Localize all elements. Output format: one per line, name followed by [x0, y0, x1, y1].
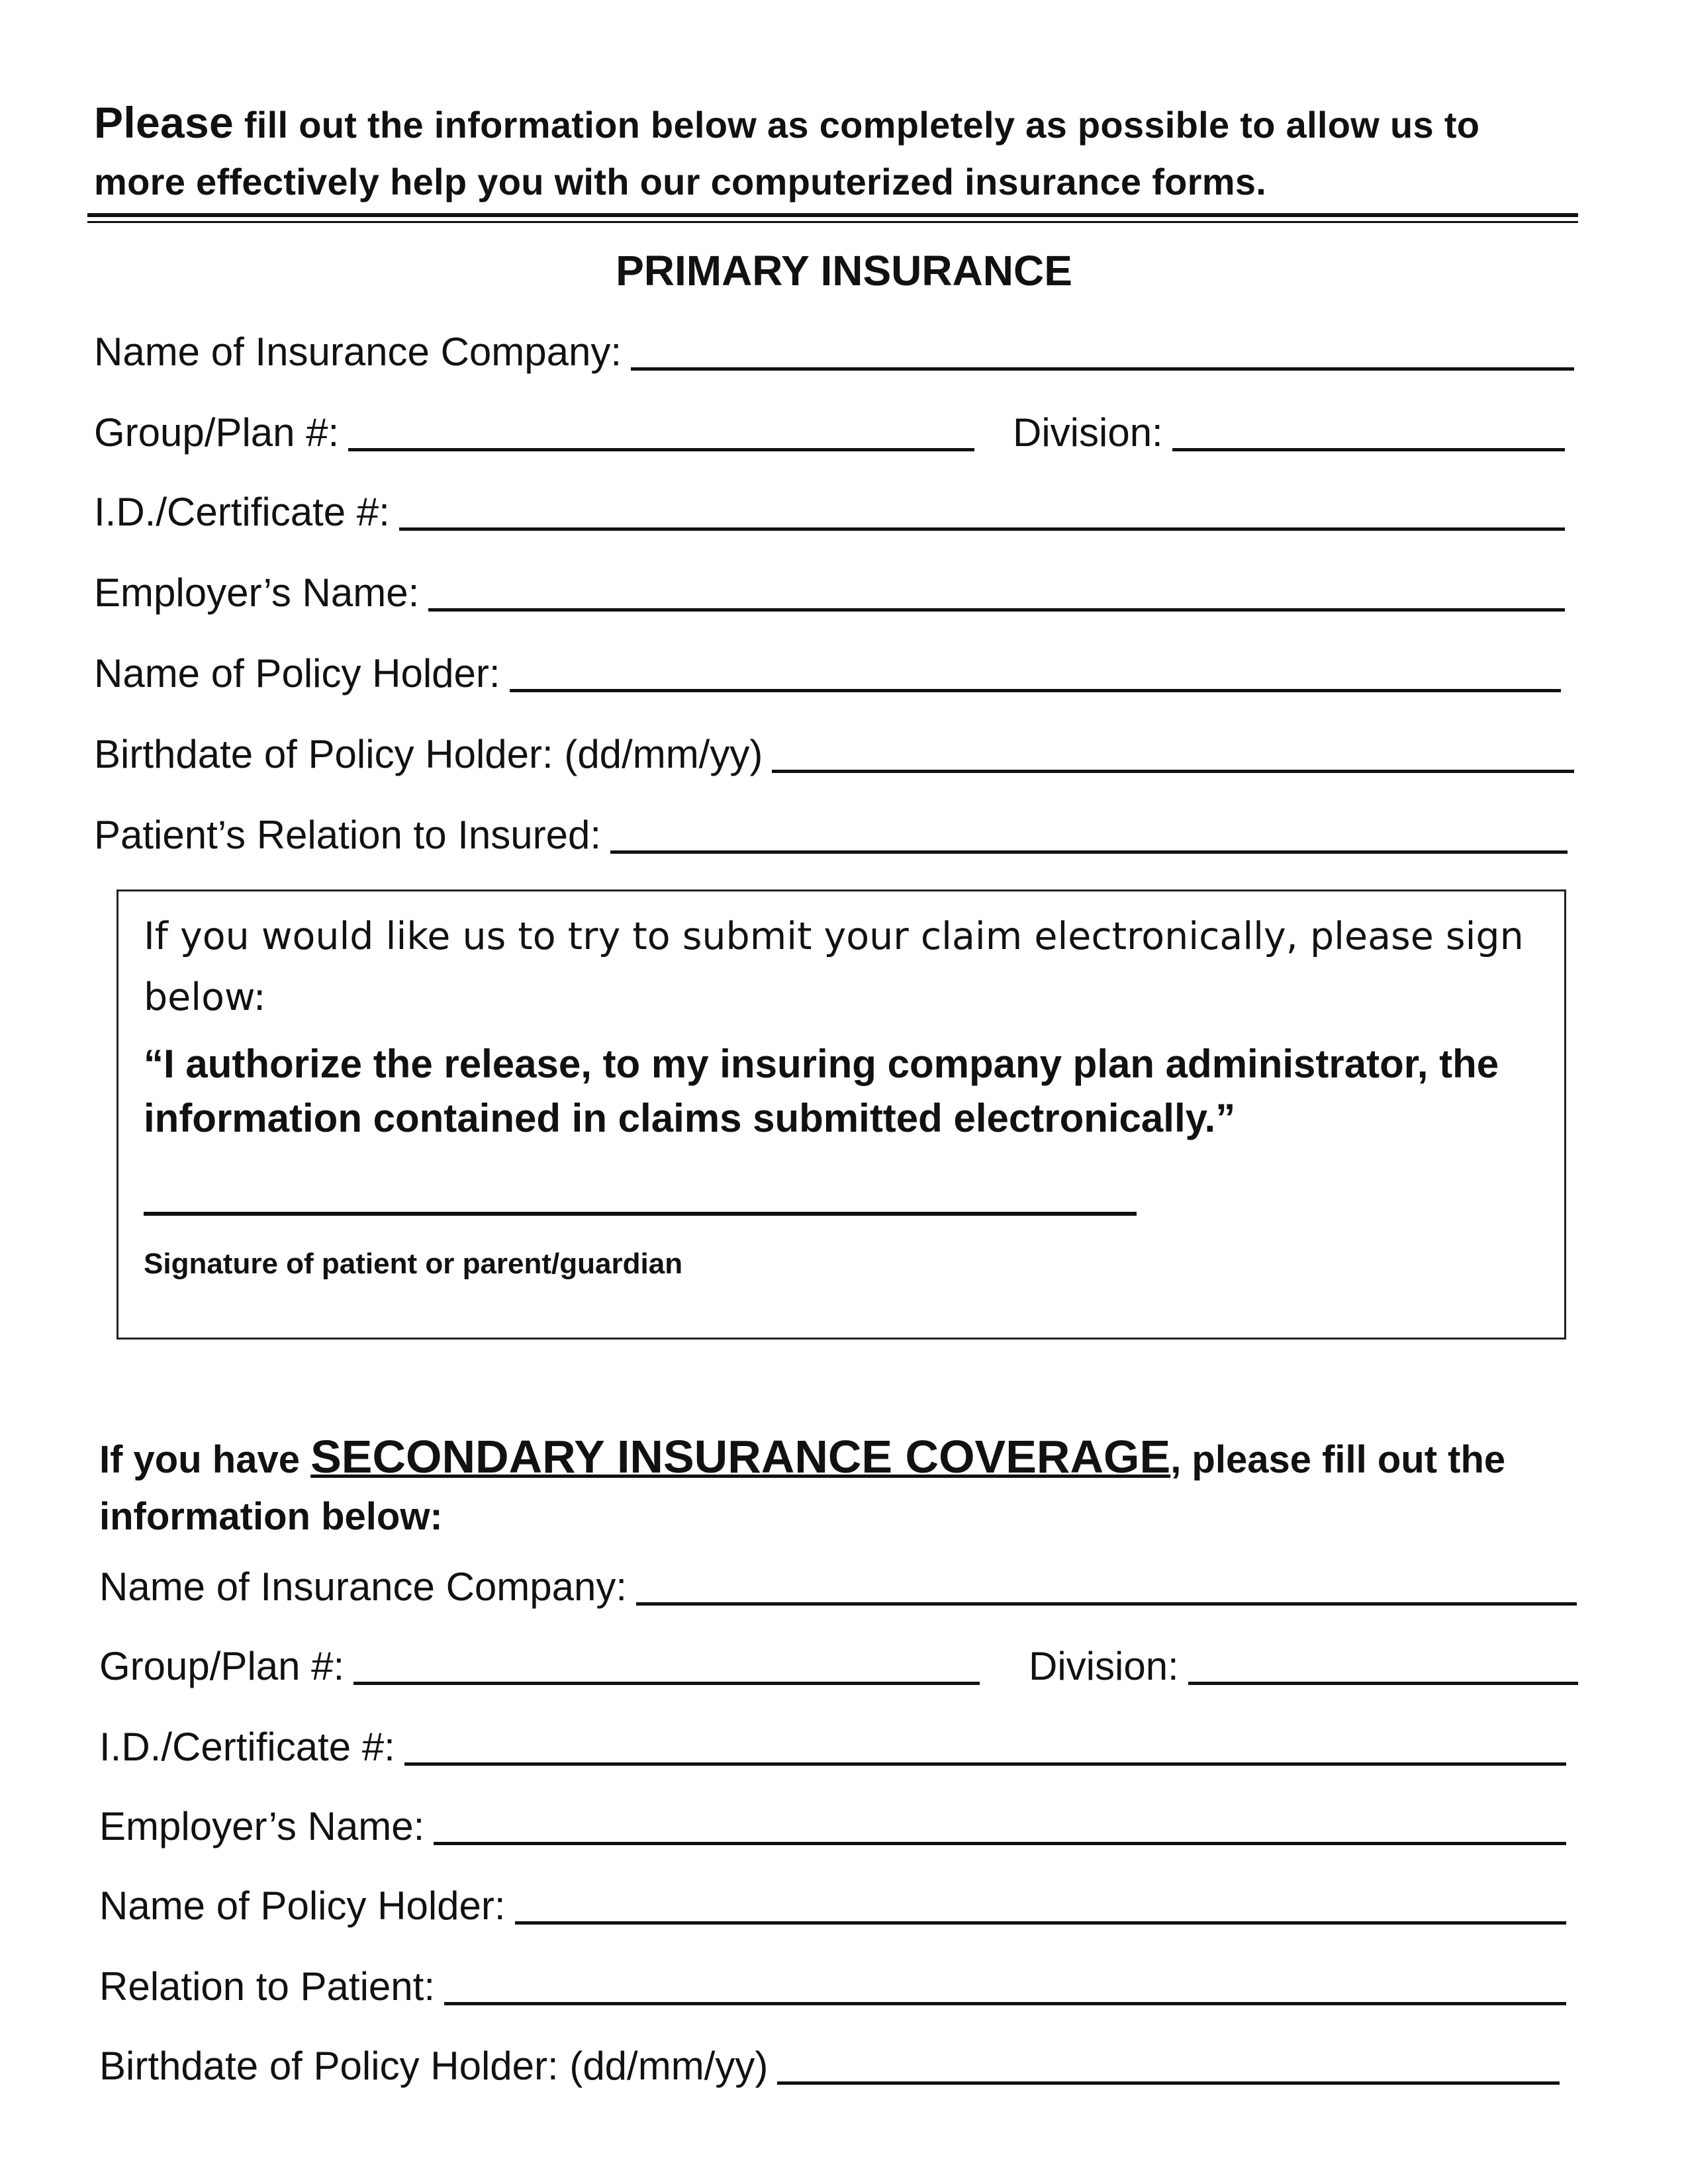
- primary-division-label: Division:: [1013, 410, 1163, 455]
- authorization-statement: “I authorize the release, to my insuring company plan administrator, the information contained in claims submitted electronically.”: [144, 1042, 1499, 1140]
- secondary-id-certificate-label: I.D./Certificate #:: [99, 1725, 395, 1769]
- electronic-claim-authorization-box: [117, 889, 1566, 1340]
- primary-group-plan-label: Group/Plan #:: [94, 410, 340, 455]
- secondary-policy-holder-field[interactable]: [99, 1880, 1566, 1933]
- primary-policy-holder-input-line[interactable]: [510, 649, 1561, 692]
- primary-group-plan-field[interactable]: [94, 406, 974, 459]
- secondary-birthdate-label: Birthdate of Policy Holder: (dd/mm/yy): [99, 2044, 769, 2088]
- primary-group-plan-input-line[interactable]: [348, 408, 974, 451]
- primary-relation-input-line[interactable]: [610, 811, 1568, 854]
- intro-paragraph: [94, 94, 1577, 210]
- primary-employer-label: Employer’s Name:: [94, 570, 420, 615]
- header-divider-thin: [87, 221, 1578, 223]
- primary-relation-label: Patient’s Relation to Insured:: [94, 813, 602, 857]
- secondary-relation-label: Relation to Patient:: [99, 1964, 435, 2009]
- primary-employer-field[interactable]: [94, 567, 1565, 619]
- primary-relation-field[interactable]: [94, 809, 1568, 862]
- header-divider-thick: [87, 213, 1578, 217]
- secondary-division-input-line[interactable]: [1188, 1642, 1578, 1685]
- primary-policy-holder-field[interactable]: [94, 647, 1561, 700]
- primary-birthdate-field[interactable]: [94, 728, 1574, 781]
- secondary-policy-holder-input-line[interactable]: [515, 1882, 1566, 1925]
- primary-employer-input-line[interactable]: [428, 569, 1565, 612]
- secondary-division-field[interactable]: [1029, 1640, 1578, 1693]
- secondary-division-label: Division:: [1029, 1644, 1179, 1688]
- secondary-birthdate-input-line[interactable]: [777, 2042, 1560, 2085]
- secondary-employer-label: Employer’s Name:: [99, 1804, 425, 1848]
- secondary-intro-after: , please fill out the information below:: [99, 1438, 1506, 1538]
- secondary-group-plan-field[interactable]: [99, 1640, 980, 1693]
- secondary-intro-emphasis: SECONDARY INSURANCE COVERAGE: [310, 1431, 1171, 1482]
- secondary-group-plan-input-line[interactable]: [353, 1642, 980, 1685]
- secondary-company-label: Name of Insurance Company:: [99, 1565, 628, 1609]
- primary-id-certificate-label: I.D./Certificate #:: [94, 490, 390, 534]
- secondary-id-certificate-input-line[interactable]: [404, 1723, 1566, 1766]
- secondary-birthdate-field[interactable]: [99, 2040, 1560, 2093]
- primary-company-field[interactable]: [94, 326, 1574, 379]
- intro-lead-word: Please: [94, 98, 234, 147]
- signature-line[interactable]: [144, 1212, 1137, 1216]
- primary-insurance-title: PRIMARY INSURANCE: [616, 247, 1072, 295]
- secondary-relation-field[interactable]: [99, 1960, 1566, 2013]
- primary-division-input-line[interactable]: [1172, 408, 1565, 451]
- primary-birthdate-input-line[interactable]: [772, 730, 1574, 773]
- secondary-policy-holder-label: Name of Policy Holder:: [99, 1884, 506, 1928]
- primary-policy-holder-label: Name of Policy Holder:: [94, 651, 500, 696]
- primary-company-label: Name of Insurance Company:: [94, 330, 622, 374]
- secondary-employer-input-line[interactable]: [434, 1802, 1566, 1845]
- primary-id-certificate-field[interactable]: [94, 486, 1565, 539]
- primary-company-input-line[interactable]: [631, 328, 1574, 371]
- secondary-employer-field[interactable]: [99, 1800, 1566, 1853]
- secondary-intro: [99, 1428, 1582, 1545]
- primary-division-field[interactable]: [1013, 406, 1565, 459]
- signature-label: Signature of patient or parent/guardian: [144, 1248, 683, 1280]
- secondary-company-input-line[interactable]: [636, 1563, 1577, 1606]
- secondary-group-plan-label: Group/Plan #:: [99, 1644, 345, 1688]
- secondary-intro-before: If you have: [99, 1438, 300, 1481]
- authorization-intro: If you would like us to try to submit your claim electronically, please sign below:: [144, 915, 1524, 1019]
- primary-id-certificate-input-line[interactable]: [399, 488, 1565, 531]
- secondary-company-field[interactable]: [99, 1561, 1577, 1614]
- primary-birthdate-label: Birthdate of Policy Holder: (dd/mm/yy): [94, 732, 763, 776]
- intro-text: fill out the information below as completely as possible to allow us to more effectively help you with our computerized insurance forms.: [94, 104, 1480, 203]
- secondary-relation-input-line[interactable]: [444, 1962, 1566, 2005]
- secondary-id-certificate-field[interactable]: [99, 1721, 1566, 1774]
